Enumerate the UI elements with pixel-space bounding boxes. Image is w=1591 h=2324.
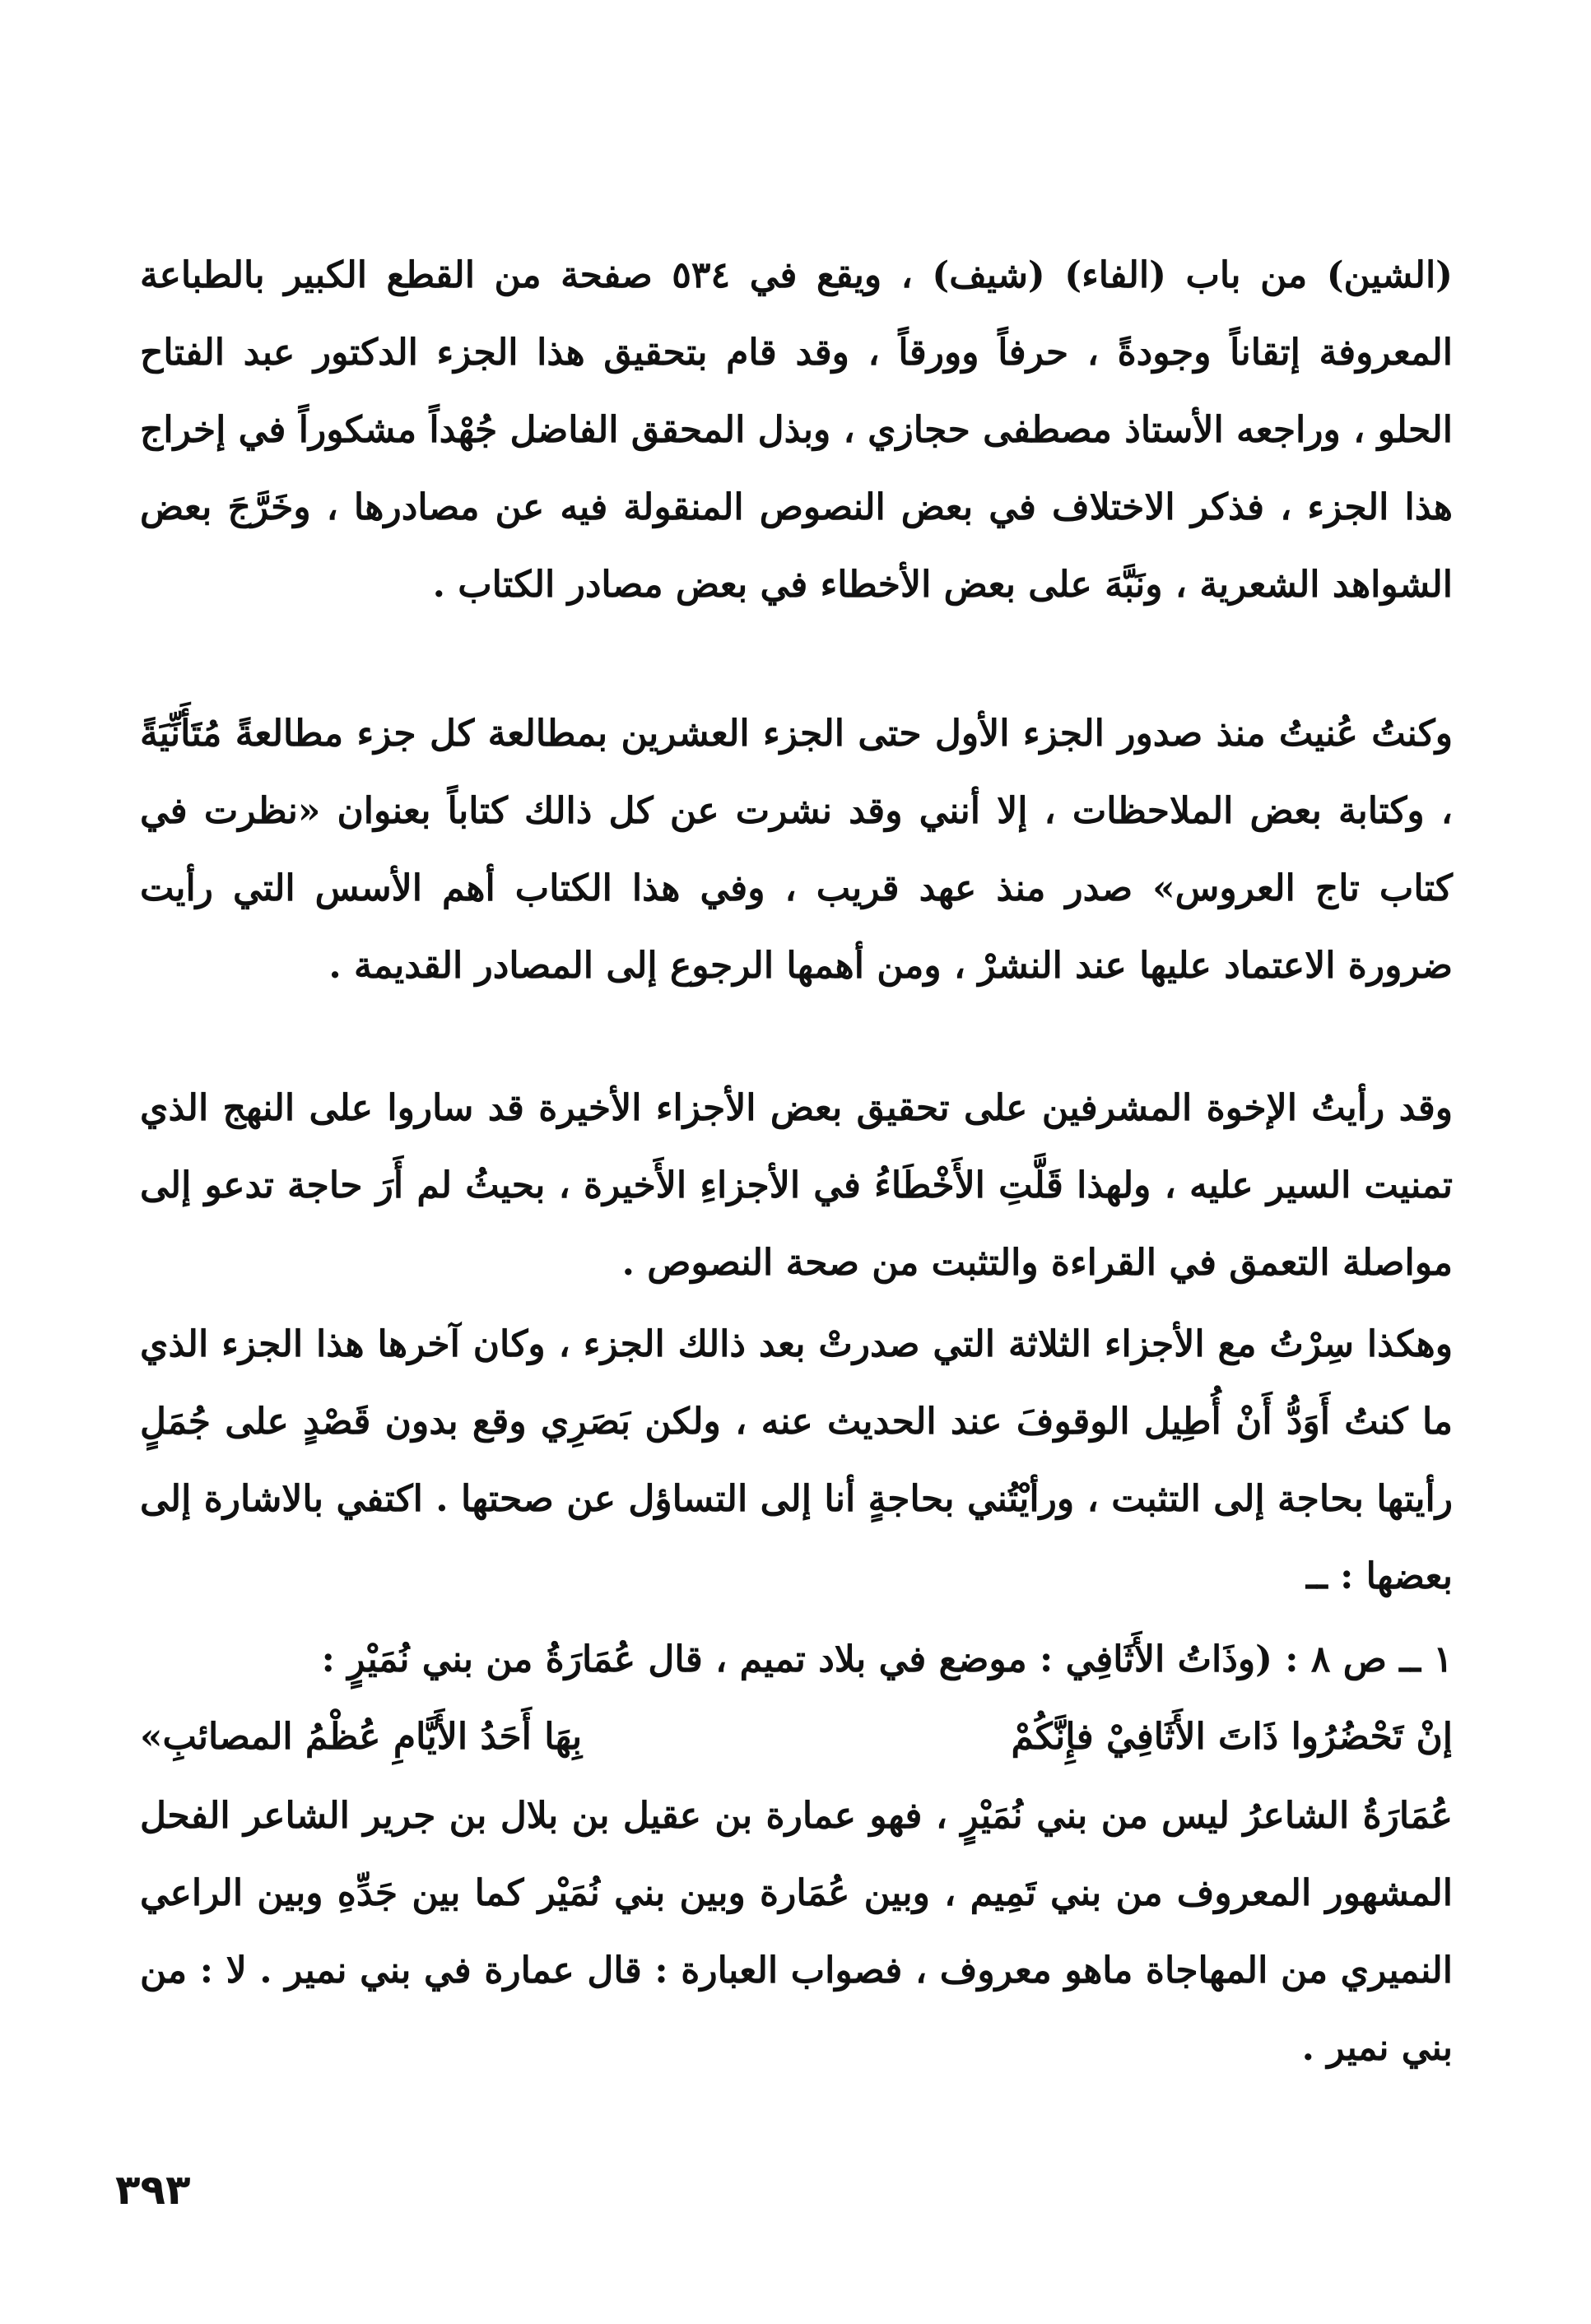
paragraph-third <box>140 1070 1453 1302</box>
page-number: ٣٩٣ <box>115 2166 191 2214</box>
paragraph-third-text: وقد رأيتُ الإخوة المشرفين على تحقيق بعض الأجزاء الأخيرة قد ساروا على النهج الذي تمنيت السير عليه ، ولهذا قَلَّتِ الأَخْطَاءُ في الأجزاءِ الأَخيرة ، بحيثُ لم أَرَ حاجة تدعو إلى مواصلة التعمق في القراءة والتثبت من صحة النصوص . <box>140 1087 1453 1284</box>
paragraph-second-text: وكنتُ عُنيتُ منذ صدور الجزء الأول حتى الجزء العشرين بمطالعة كل جزء مطالعةً مُتَأَنِّيَةً ، وكتابة بعض الملاحظات ، إلا أنني وقد نشرت عن كل ذالك كتاباً بعنوان «نظرت في كتاب تاج العروس» صدر منذ عهد قريب ، وفي هذا الكتاب أهم الأسس التي رأيت ضرورة الاعتماد عليها عند النشرْ ، ومن أهمها الرجوع إلى المصادر القديمة . <box>140 713 1453 987</box>
paragraph-fourth-text: وهكذا سِرْتُ مع الأجزاء الثلاثة التي صدرتْ بعد ذالك الجزء ، وكان آخرها هذا الجزء الذي ما كنتُ أَوَدُّ أَنْ أُطِيل الوقوفَ عند الحديث عنه ، ولكن بَصَرِي وقع بدون قَصْدٍ على جُمَلٍ رأيتها بحاجة إلى التثبت ، ورأيْتُني بحاجةٍ أنا إلى التساؤل عن صحتها . اكتفي بالاشارة إلى بعضها : ــ <box>140 1323 1454 1597</box>
poetry-verse <box>140 1699 1453 1776</box>
list-item-1-text: ١ ــ ص ٨ : (وذَاتُ الأَثَافِي : موضع في بلاد تميم ، قال عُمَارَةُ من بني نُمَيْرٍ : <box>321 1638 1453 1680</box>
paragraph-fourth <box>140 1306 1453 1615</box>
paragraph-fifth-text: عُمَارَةُ الشاعرُ ليس من بني نُمَيْرٍ ، فهو عمارة بن عقيل بن بلال بن جرير الشاعر الفحل المشهور المعروف من بني تَمِيم ، وبين عُمَارة وبين بني نُمَيْر كما بين جَدِّهِ وبين الراعي النميري من المهاجاة ماهو معروف ، فصواب العبارة : قال عمارة في بني نمير . لا : من بني نمير . <box>140 1795 1453 2069</box>
paragraph-intro <box>140 237 1453 624</box>
paragraph-fifth <box>140 1778 1453 2087</box>
verse-first-hemistich: إنْ تَحْضُرُوا ذَاتَ الأَثَافِيْ فإِنَّكُمْ <box>1011 1716 1453 1758</box>
list-item-1 <box>140 1621 1453 1699</box>
paragraph-intro-text: (الشين) من باب (الفاء) (شيف) ، ويقع في ٥٣٤ صفحة من القطع الكبير بالطباعة المعروفة إتقاناً وجودةً ، حرفاً وورقاً ، وقد قام بتحقيق هذا الجزء الدكتور عبد الفتاح الحلو ، وراجعه الأستاذ مصطفى حجازي ، وبذل المحقق الفاضل جُهْداً مشكوراً في إخراج هذا الجزء ، فذكر الاختلاف في بعض النصوص المنقولة فيه عن مصادرها ، وخَرَّجَ بعض الشواهد الشعرية ، ونَبَّهَ على بعض الأخطاء في بعض مصادر الكتاب . <box>140 254 1453 606</box>
verse-second-hemistich: بِهَا أَحَدُ الأَيَّامِ عُظْمُ المصائبِ» <box>140 1716 583 1758</box>
paragraph-second <box>140 695 1453 1005</box>
